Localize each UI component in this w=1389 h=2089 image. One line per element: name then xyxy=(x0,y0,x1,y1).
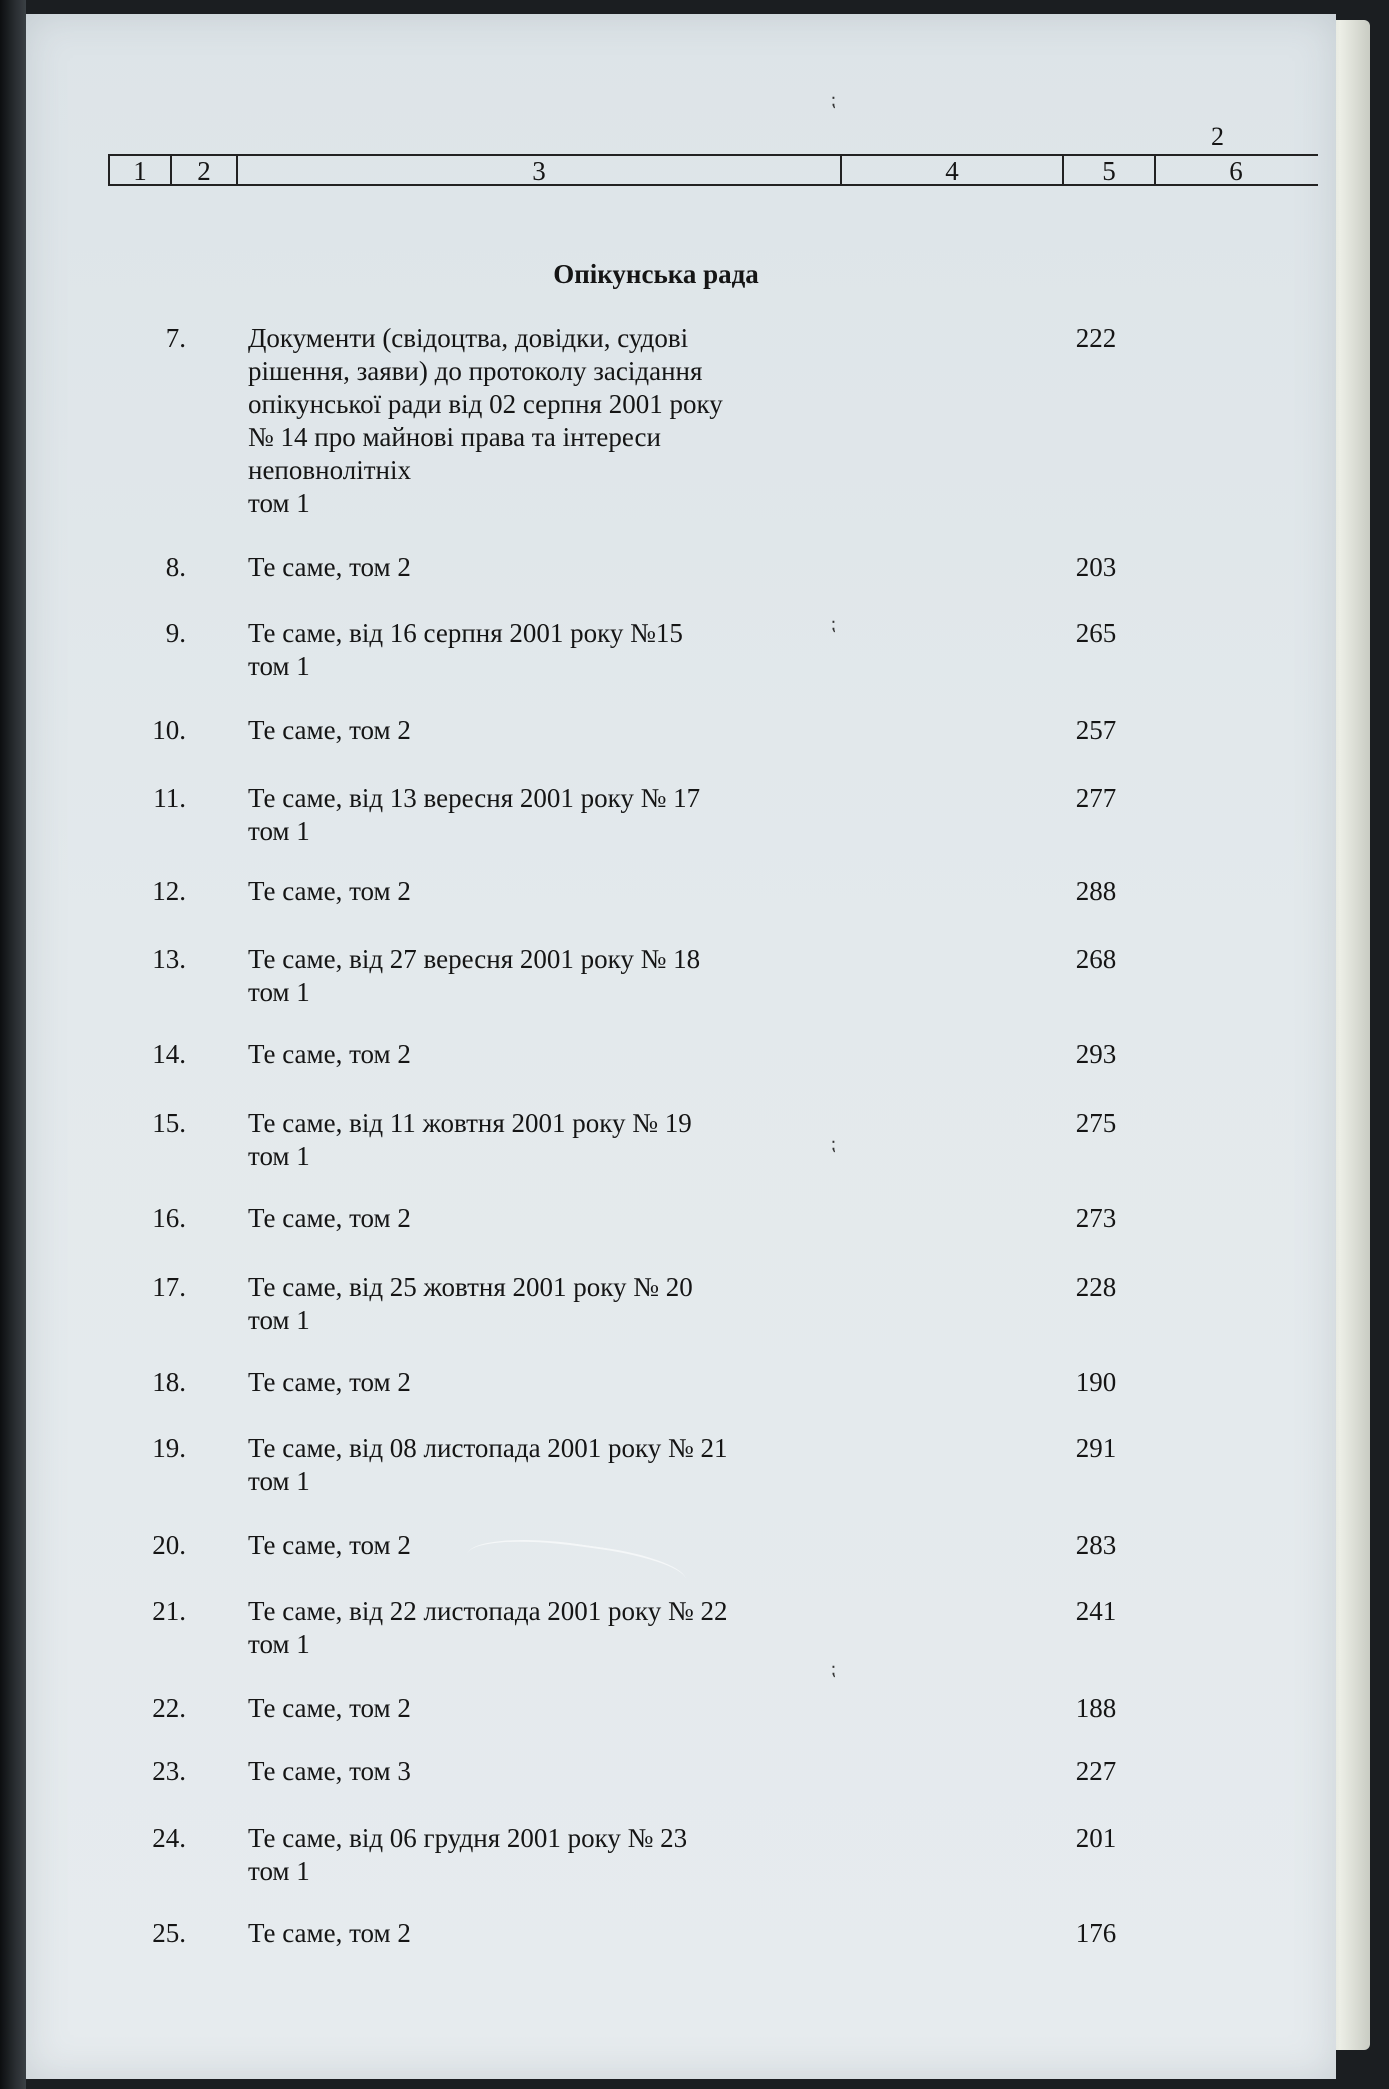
row-sheet-count: 288 xyxy=(1075,876,1117,906)
column-header-cell: 6 xyxy=(1229,156,1243,186)
row-description: Те саме, том 2 xyxy=(248,552,411,582)
row-description: Те саме, том 2 xyxy=(248,876,411,906)
row-description: Те саме, від 16 серпня 2001 року №15 том 1 xyxy=(248,618,683,681)
row-number: 24. xyxy=(152,1823,186,1853)
row-description: Те саме, том 2 xyxy=(248,1367,411,1397)
ink-speck: ⁏ xyxy=(830,90,837,110)
row-number: 19. xyxy=(152,1433,186,1463)
row-number: 7. xyxy=(165,323,186,353)
ink-speck: ⁏ xyxy=(830,1134,837,1154)
row-description: Документи (свідоцтва, довідки, судові рішення, заяви) до протоколу засідання опікунської ради від 02 серпня 2001 року № 14 про майнові права та інтереси неповнолітніх том 1 xyxy=(248,323,723,518)
page-number: 2 xyxy=(1211,122,1224,151)
row-description: Те саме, від 13 вересня 2001 року № 17 том 1 xyxy=(248,783,701,846)
row-sheet-count: 188 xyxy=(1075,1693,1117,1723)
row-sheet-count: 227 xyxy=(1075,1756,1117,1786)
row-sheet-count: 275 xyxy=(1075,1108,1117,1138)
row-number: 17. xyxy=(152,1272,186,1302)
row-number: 11. xyxy=(153,783,186,813)
row-description: Те саме, том 2 xyxy=(248,1203,411,1233)
row-description: Те саме, від 27 вересня 2001 року № 18 том 1 xyxy=(248,944,701,1007)
row-number: 15. xyxy=(152,1108,186,1138)
row-number: 16. xyxy=(152,1203,186,1233)
row-description: Те саме, том 2 xyxy=(248,1530,411,1560)
row-number: 13. xyxy=(152,944,186,974)
binding-shadow xyxy=(0,0,26,2089)
column-header-cell: 1 xyxy=(110,156,172,184)
row-sheet-count: 273 xyxy=(1075,1203,1117,1233)
ink-speck: ⁏ xyxy=(830,1659,837,1679)
row-description: Те саме, від 11 жовтня 2001 року № 19 том 1 xyxy=(248,1108,692,1171)
row-number: 8. xyxy=(165,552,186,582)
row-description: Те саме, том 2 xyxy=(248,715,411,745)
row-description: Те саме, від 06 грудня 2001 року № 23 том 1 xyxy=(248,1823,688,1886)
row-number: 12. xyxy=(152,876,186,906)
ink-speck: ⁏ xyxy=(830,614,837,634)
row-sheet-count: 228 xyxy=(1075,1272,1117,1302)
row-number: 25. xyxy=(152,1918,186,1948)
row-number: 22. xyxy=(152,1693,186,1723)
row-sheet-count: 201 xyxy=(1075,1823,1117,1853)
row-sheet-count: 190 xyxy=(1075,1367,1117,1397)
row-description: Те саме, том 2 xyxy=(248,1918,411,1948)
row-description: Те саме, від 08 листопада 2001 року № 21 том 1 xyxy=(248,1433,728,1496)
row-number: 20. xyxy=(152,1530,186,1560)
row-sheet-count: 203 xyxy=(1075,552,1117,582)
row-sheet-count: 291 xyxy=(1075,1433,1117,1463)
row-number: 10. xyxy=(152,715,186,745)
row-description: Те саме, від 25 жовтня 2001 року № 20 том 1 xyxy=(248,1272,693,1335)
column-header-cell: 3 xyxy=(238,156,842,184)
row-sheet-count: 277 xyxy=(1075,783,1117,813)
column-header-cell: 2 xyxy=(172,156,238,184)
column-header-cell: 4 xyxy=(842,156,1064,184)
document-page xyxy=(26,14,1336,2079)
section-title: Опікунська рада xyxy=(553,259,759,289)
row-description: Те саме, том 3 xyxy=(248,1756,411,1786)
row-number: 14. xyxy=(152,1039,186,1069)
row-sheet-count: 241 xyxy=(1075,1596,1117,1626)
row-sheet-count: 222 xyxy=(1075,323,1117,353)
row-sheet-count: 265 xyxy=(1075,618,1117,648)
row-number: 9. xyxy=(165,618,186,648)
column-header-cell: 5 xyxy=(1064,156,1156,184)
row-sheet-count: 257 xyxy=(1075,715,1117,745)
row-description: Те саме, том 2 xyxy=(248,1039,411,1069)
row-sheet-count: 176 xyxy=(1075,1918,1117,1948)
row-description: Те саме, том 2 xyxy=(248,1693,411,1723)
row-number: 23. xyxy=(152,1756,186,1786)
row-sheet-count: 268 xyxy=(1075,944,1117,974)
column-header-row xyxy=(108,154,1318,186)
row-sheet-count: 293 xyxy=(1075,1039,1117,1069)
row-sheet-count: 283 xyxy=(1075,1530,1117,1560)
row-number: 18. xyxy=(152,1367,186,1397)
row-description: Те саме, від 22 листопада 2001 року № 22 том 1 xyxy=(248,1596,728,1659)
row-number: 21. xyxy=(152,1596,186,1626)
